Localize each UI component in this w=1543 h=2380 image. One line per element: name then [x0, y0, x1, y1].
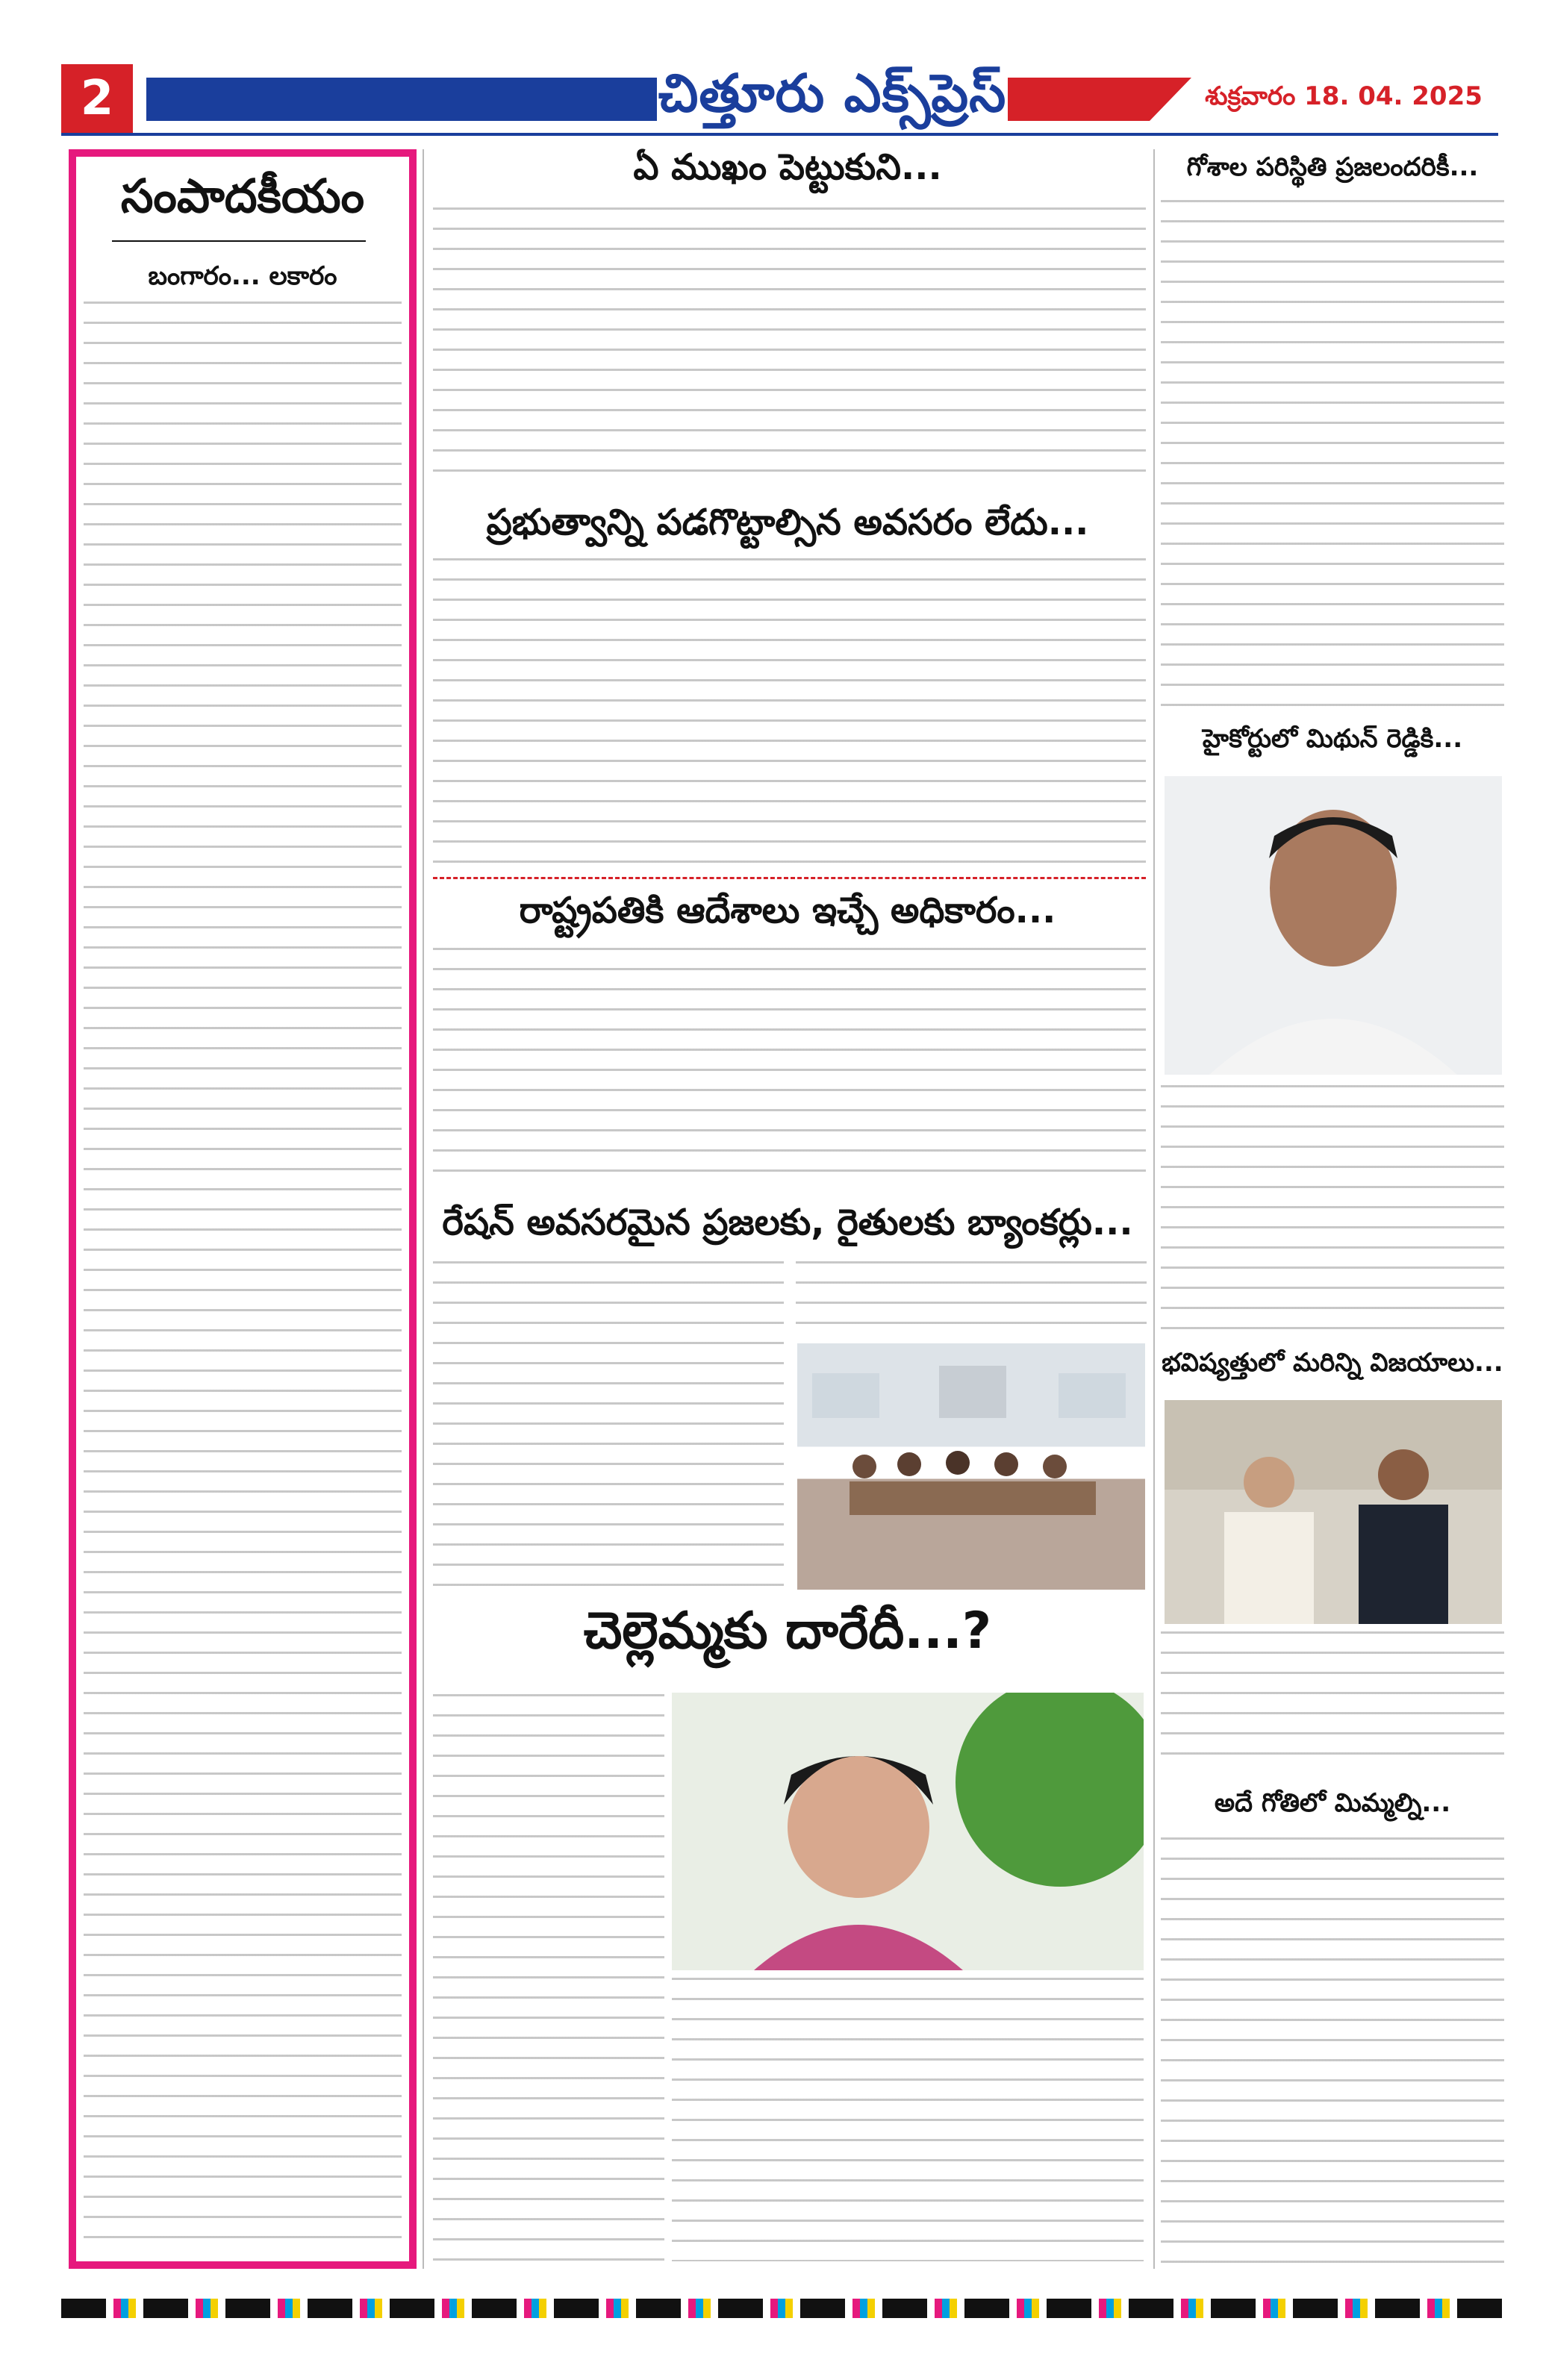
editorial-body-text: [84, 302, 402, 2249]
headline-2: ప్రభుత్వాన్ని పడగొట్టాల్సిన అవసరం లేదు...: [486, 502, 1089, 543]
article-4-body-text-right: [796, 1261, 1147, 1327]
side-headline-3: భవిష్యత్తులో మరిన్ని విజయాలు...: [1162, 1348, 1503, 1378]
article-5-body-text-right: [672, 1978, 1144, 2261]
masthead-title: చిత్తూరు ఎక్స్‌ప్రెస్: [657, 58, 1008, 140]
side-headline-1: గోశాల పరిస్థితి ప్రజలందరికీ...: [1186, 152, 1479, 182]
meeting-photo: [797, 1343, 1145, 1590]
side-article-3-body-text: [1161, 1631, 1504, 1770]
page-number: 2: [61, 64, 133, 133]
article-2-body-text: [433, 558, 1146, 869]
print-registration-strip: [61, 2299, 1509, 2318]
section-divider: [433, 877, 1146, 879]
column-separator: [1153, 149, 1155, 2269]
headline-3: రాష్ట్రపతికి ఆదేశాలు ఇచ్చే అధికారం...: [519, 890, 1056, 931]
headline-1: ఏ ముఖం పెట్టుకుని...: [633, 146, 942, 188]
side-article-2-body-text: [1161, 1085, 1504, 1331]
column-separator: [423, 149, 424, 2269]
masthead-rule: [61, 133, 1498, 136]
date-line: శుక్రవారం 18. 04. 2025: [1205, 81, 1483, 111]
side-article-4-body-text: [1161, 1837, 1504, 2263]
editorial-divider: [112, 240, 366, 242]
article-5-body-text-left: [433, 1694, 664, 2261]
editorial-title: బంగారం... లకారం: [148, 261, 337, 291]
portrait-photo: [672, 1693, 1144, 1970]
side-article-1-body-text: [1161, 200, 1504, 708]
meeting-officials-photo: [1165, 1400, 1502, 1624]
editorial-heading: సంపాదకీయం: [120, 169, 365, 223]
headline-5: చెల్లెమ్మకు దారేదీ...?: [583, 1602, 992, 1661]
headline-4: రేషన్ అవసరమైన ప్రజలకు, రైతులకు బ్యాంకర్లు...: [442, 1202, 1133, 1243]
article-3-body-text: [433, 948, 1146, 1185]
side-headline-2: హైకోర్టులో మిథున్ రెడ్డికి...: [1202, 724, 1463, 754]
side-headline-4: అదే గోతిలో మిమ్మల్ని...: [1214, 1788, 1451, 1818]
article-1-body-text: [433, 207, 1146, 484]
mithun-reddy-photo: [1165, 776, 1502, 1075]
article-4-body-text: [433, 1261, 784, 1593]
